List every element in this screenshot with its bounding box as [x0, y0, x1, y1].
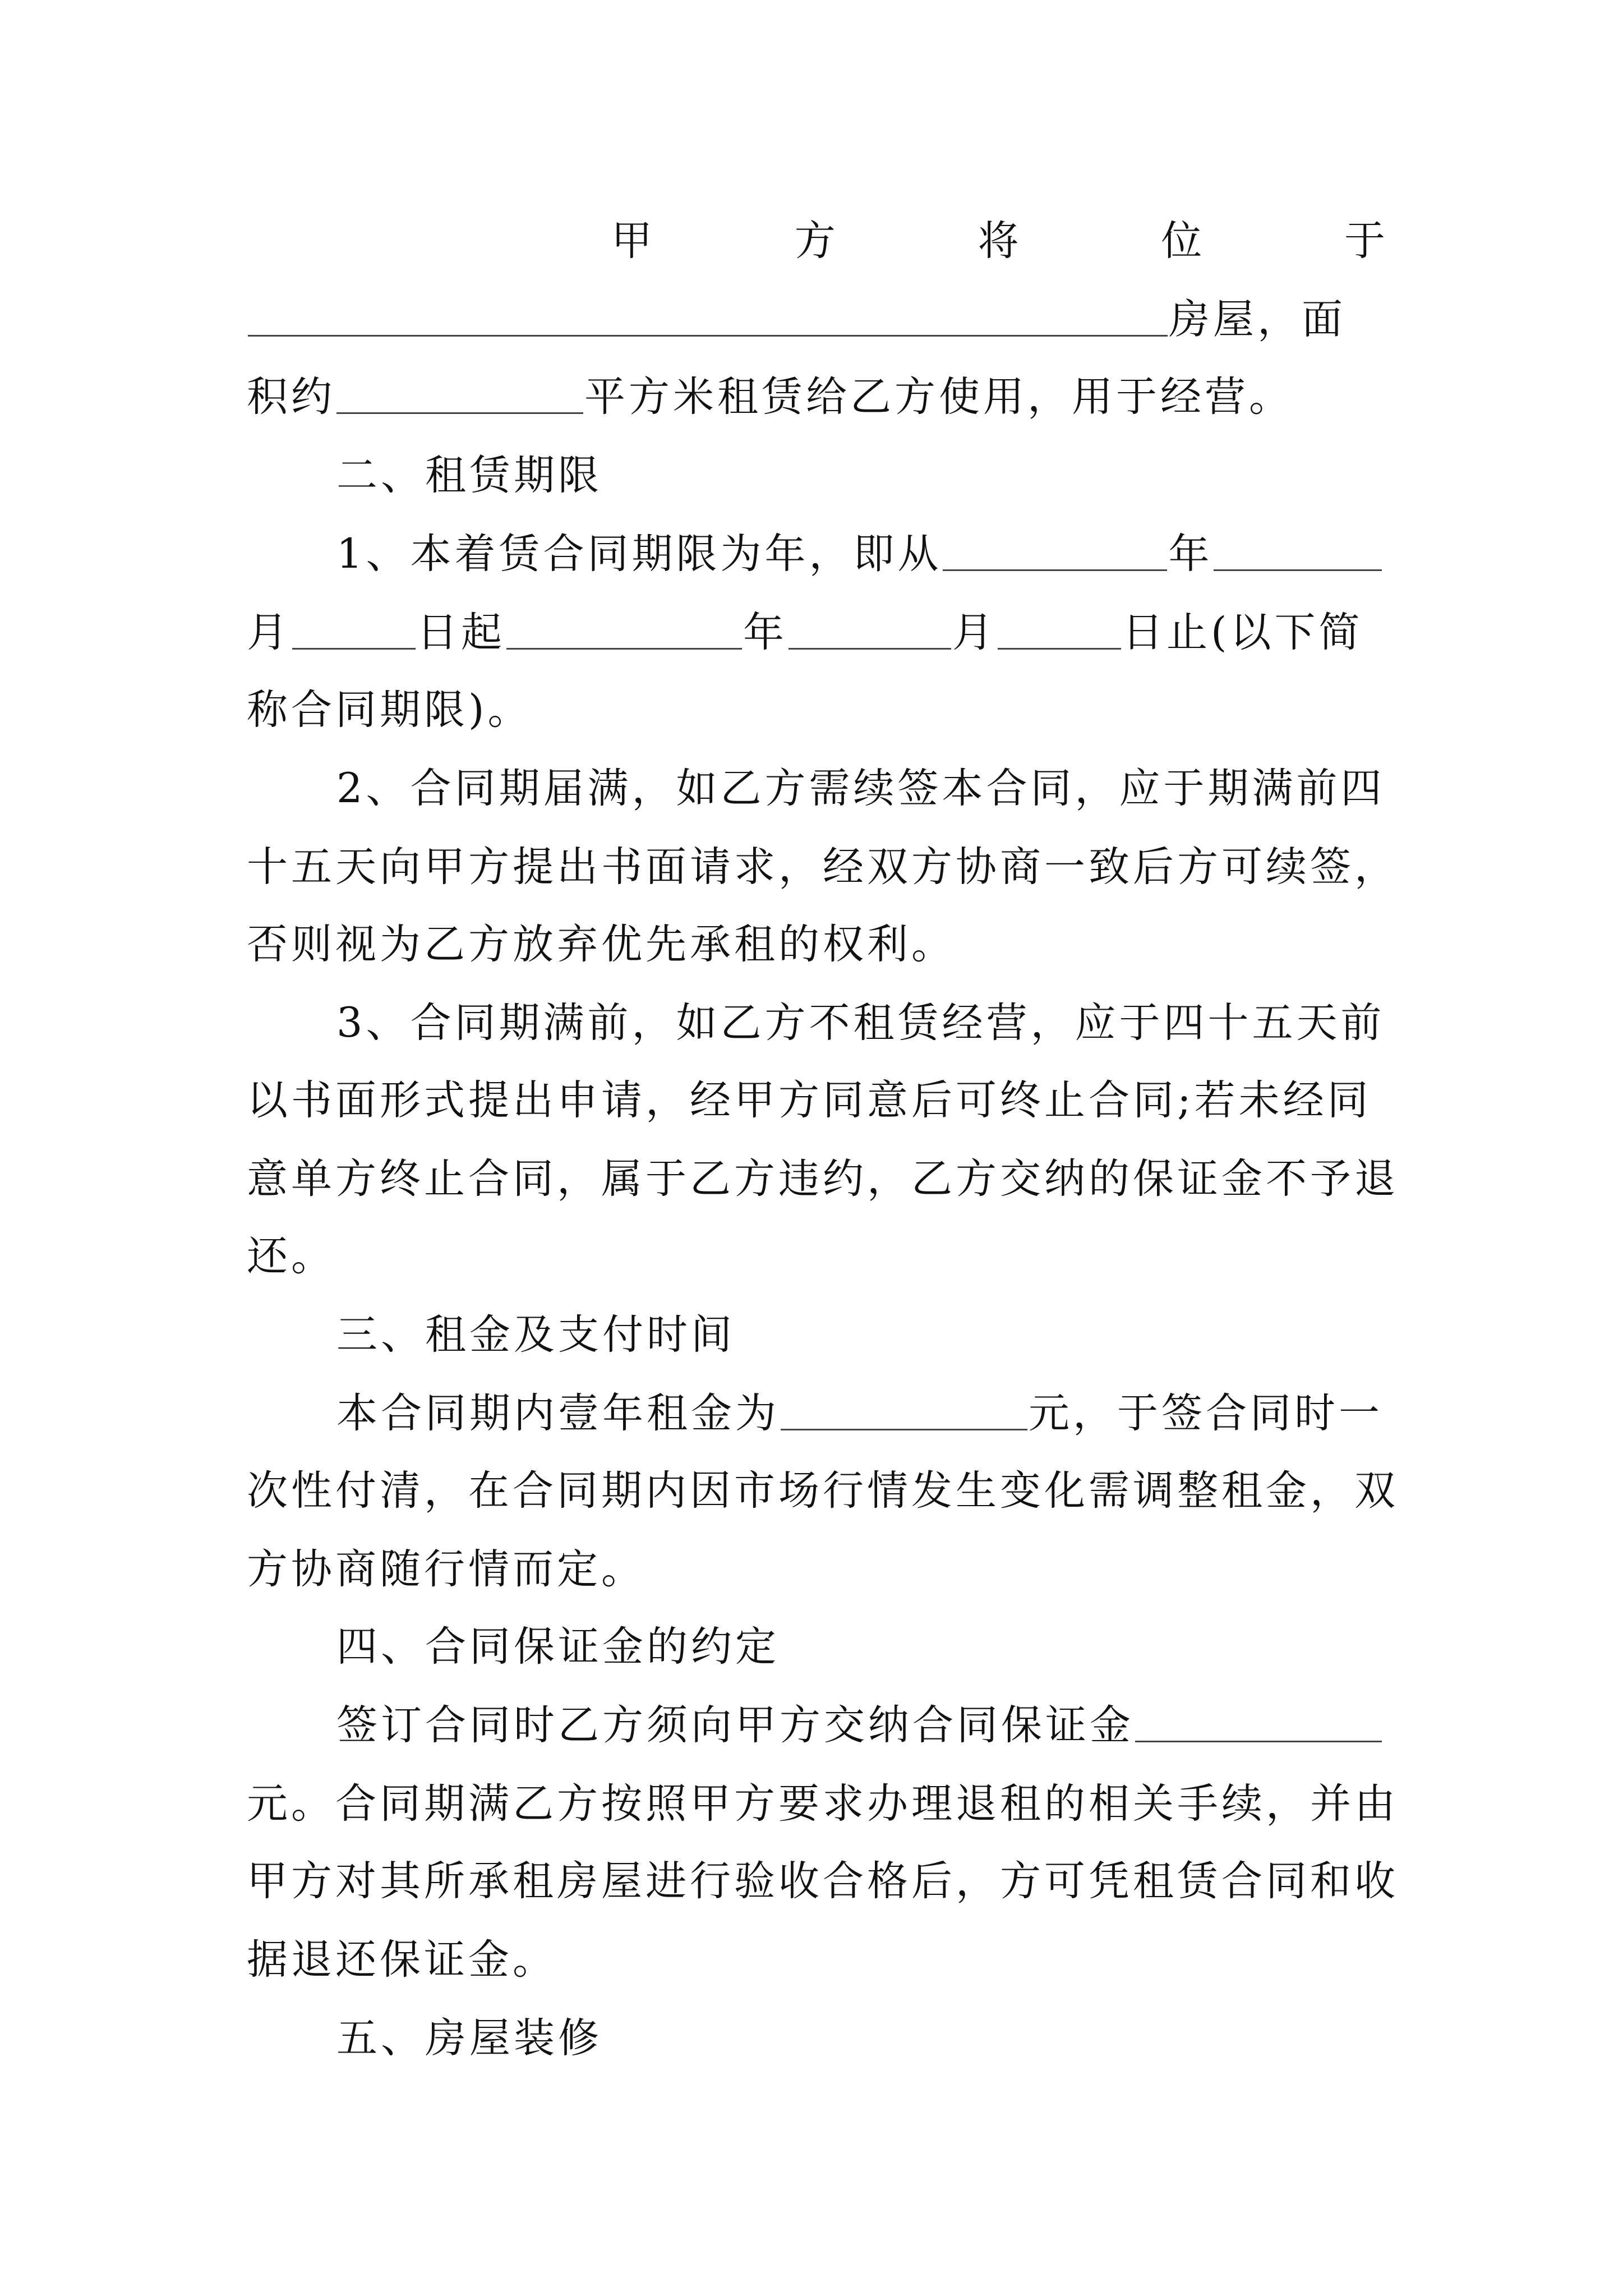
text-line — [247, 605, 1385, 661]
section-title: 五、房屋装修 — [336, 2014, 602, 2062]
text-span: 年 — [743, 609, 787, 656]
text-line — [336, 1386, 1385, 1442]
text-line: 据退还保证金。 — [247, 1936, 557, 1984]
char-5: 于 — [1344, 217, 1385, 265]
text-line — [247, 369, 1385, 425]
section-title: 二、租赁期限 — [336, 452, 602, 499]
text-span: 月 — [952, 609, 997, 656]
text-span: 日止(以下简 — [1122, 609, 1363, 656]
text-line: 以书面形式提出申请，经甲方同意后可终止合同;若未经同 — [247, 1076, 1372, 1124]
blank-field[interactable] — [506, 609, 742, 650]
section-title: 四、合同保证金的约定 — [336, 1623, 780, 1671]
blank-field[interactable] — [248, 296, 1168, 337]
blank-field[interactable] — [943, 530, 1167, 571]
text-line: 次性付清，在合同期内因市场行情发生变化需调整租金，双 — [247, 1467, 1399, 1515]
text-span: 年 — [1168, 530, 1213, 578]
text-line: 方协商随行情而定。 — [247, 1545, 645, 1593]
blank-field[interactable] — [1135, 1701, 1382, 1742]
char-4: 位 — [1161, 217, 1202, 265]
text-line: 称合同期限)。 — [247, 686, 532, 734]
blank-field[interactable] — [789, 609, 951, 650]
section-title: 三、租金及支付时间 — [336, 1311, 735, 1359]
spaced-heading-line — [611, 213, 1385, 269]
char-3: 将 — [978, 217, 1019, 265]
text-span: 平方米租赁给乙方使用，用于经营。 — [584, 373, 1293, 421]
text-span: 签订合同时乙方须向甲方交纳合同保证金 — [336, 1701, 1134, 1749]
text-line: 意单方终止合同，属于乙方违约，乙方交纳的保证金不予退 — [247, 1155, 1399, 1203]
text-span: 房屋，面 — [1169, 296, 1346, 343]
text-span: 元，于签合同时一 — [1029, 1389, 1383, 1437]
text-span: 月 — [247, 609, 291, 656]
text-span: 积约 — [247, 373, 335, 421]
text-span: 日起 — [417, 609, 505, 656]
blank-field[interactable] — [781, 1389, 1027, 1430]
text-line: 3、合同期满前，如乙方不租赁经营，应于四十五天前 — [336, 999, 1385, 1047]
blank-field[interactable] — [336, 373, 583, 414]
text-line: 2、合同期届满，如乙方需续签本合同，应于期满前四 — [336, 765, 1385, 812]
text-line: 十五天向甲方提出书面请求，经双方协商一致后方可续签， — [247, 843, 1399, 891]
text-line — [247, 292, 1385, 348]
text-span: 1、本着赁合同期限为年，即从 — [336, 530, 942, 578]
char-1: 甲 — [611, 217, 652, 265]
blank-field[interactable] — [1214, 530, 1382, 571]
text-line — [336, 526, 1385, 582]
text-line: 否则视为乙方放弃优先承租的权利。 — [247, 921, 956, 968]
text-span: 本合同期内壹年租金为 — [336, 1389, 780, 1437]
char-2: 方 — [794, 217, 836, 265]
text-line: 还。 — [247, 1232, 335, 1280]
blank-field[interactable] — [998, 609, 1121, 650]
text-line: 甲方对其所承租房屋进行验收合格后，方可凭租赁合同和收 — [247, 1857, 1399, 1905]
blank-field[interactable] — [292, 609, 416, 650]
text-line: 元。合同期满乙方按照甲方要求办理退租的相关手续，并由 — [247, 1780, 1399, 1828]
text-line — [336, 1697, 1385, 1754]
